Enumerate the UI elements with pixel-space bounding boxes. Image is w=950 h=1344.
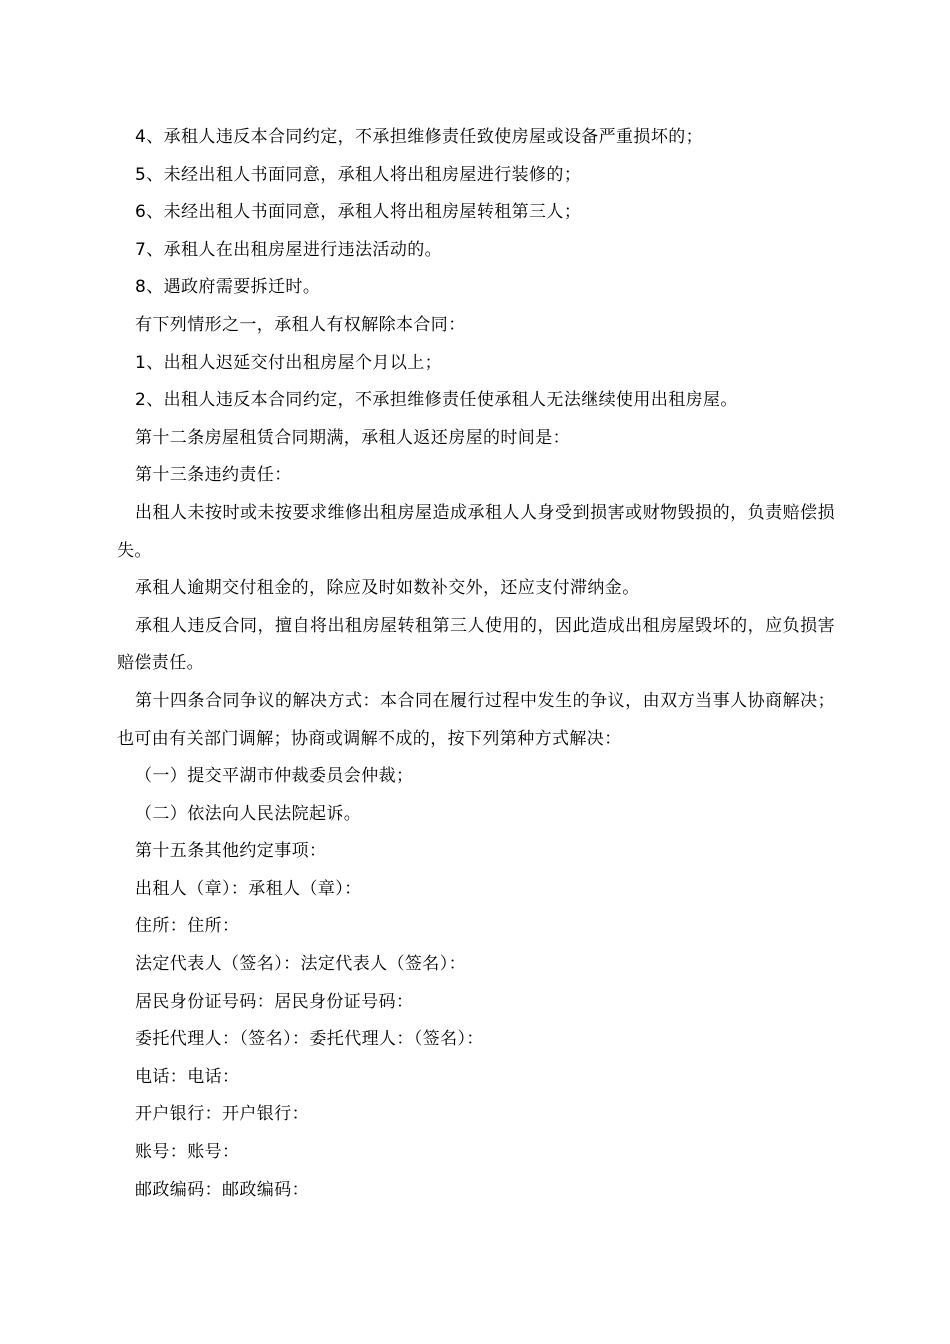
- liability-late-rent: 承租人逾期交付租金的，除应及时如数补交外，还应支付滞纳金。: [135, 578, 640, 599]
- clause-7-illegal-activity: 7、承租人在出租房屋进行违法活动的。: [135, 239, 443, 260]
- signature-account-line: 账号：账号：: [135, 1142, 240, 1163]
- dispute-option-arbitration: （一）提交平湖市仲裁委员会仲裁；: [135, 766, 414, 787]
- signature-seal-line: 出租人（章）：承租人（章）：: [135, 878, 362, 899]
- document-body: [117, 119, 835, 1209]
- signature-agent-line: 委托代理人：（签名）：委托代理人：（签名）：: [135, 1029, 484, 1050]
- tenant-clause-1-late-delivery: 1、出租人迟延交付出租房屋个月以上；: [135, 352, 443, 373]
- article-15-other-matters: 第十五条其他约定事项：: [135, 841, 327, 862]
- clause-4-tenant-damage: 4、承租人违反本合同约定，不承担维修责任致使房屋或设备严重损坏的；: [135, 127, 704, 147]
- clause-5-unauthorized-renovation: 5、未经出租人书面同意，承租人将出租房屋进行装修的；: [135, 164, 582, 185]
- liability-landlord-repair: 出租人未按时或未按要求维修出租房屋造成承租人人身受到损害或财物毁损的，负责赔偿损失。: [117, 502, 835, 561]
- article-12-return-time: 第十二条房屋租赁合同期满，承租人返还房屋的时间是：: [135, 427, 570, 448]
- signature-address-line: 住所：住所：: [135, 916, 240, 937]
- signature-bank-line: 开户银行：开户银行：: [135, 1104, 309, 1125]
- article-13-liability-heading: 第十三条违约责任：: [135, 465, 292, 486]
- article-14-dispute-resolution: 第十四条合同争议的解决方式：本合同在履行过程中发生的争议，由双方当事人协商解决；也可由有关部门调解；协商或调解不成的，按下列第种方式解决：: [117, 690, 835, 749]
- signature-phone-line: 电话：电话：: [135, 1066, 240, 1087]
- clause-6-unauthorized-sublease: 6、未经出租人书面同意，承租人将出租房屋转租第三人；: [135, 202, 582, 223]
- signature-id-number-line: 居民身份证号码：居民身份证号码：: [135, 991, 414, 1012]
- tenant-termination-heading: 有下列情形之一，承租人有权解除本合同：: [135, 314, 466, 335]
- tenant-clause-2-no-repair: 2、出租人违反本合同约定，不承担维修责任使承租人无法继续使用出租房屋。: [135, 390, 738, 411]
- signature-legal-rep-line: 法定代表人（签名）：法定代表人（签名）：: [135, 954, 466, 975]
- signature-postcode-line: 邮政编码：邮政编码：: [135, 1179, 309, 1200]
- clause-8-government-demolition: 8、遇政府需要拆迁时。: [135, 277, 321, 298]
- liability-sublease-damage: 承租人违反合同，擅自将出租房屋转租第三人使用的，因此造成出租房屋毁坏的，应负损害赔偿责任。: [117, 615, 835, 674]
- dispute-option-court: （二）依法向人民法院起诉。: [135, 803, 362, 824]
